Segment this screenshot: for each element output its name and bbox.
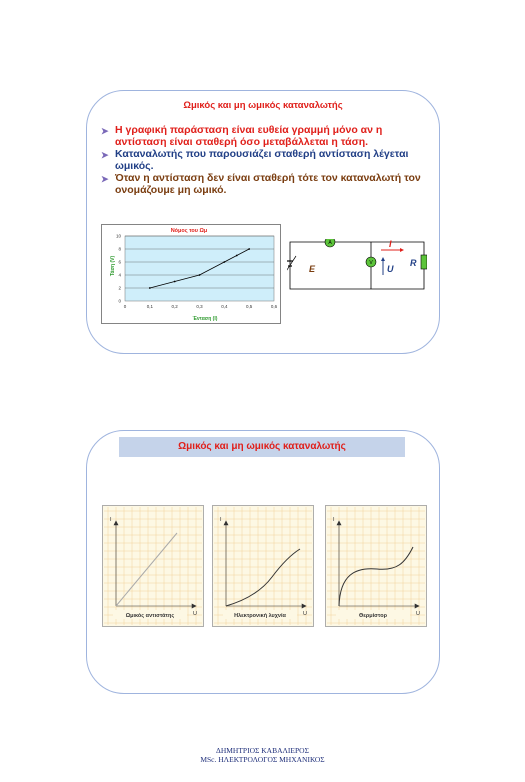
bullet-arrow-icon: ➤ <box>101 126 109 136</box>
bullet-item <box>101 173 431 196</box>
emf-label: E <box>309 264 316 274</box>
slide-ohmic-definition <box>86 90 440 354</box>
ohm-law-chart <box>101 224 281 324</box>
current-label: I <box>389 239 392 249</box>
graph-ohmic-resistor <box>102 505 204 627</box>
slide-title-banner <box>119 437 405 457</box>
x-tick-label: 0,2 <box>171 304 178 309</box>
data-point <box>199 274 201 276</box>
resistor-label: R <box>410 258 417 268</box>
variable-source-icon <box>287 256 296 273</box>
y-tick-label: 6 <box>118 259 121 265</box>
graph-thermistor <box>325 505 427 627</box>
y-tick-label: 8 <box>118 246 121 252</box>
slide-title: Ωμικός και μη ωμικός καταναλωτής <box>183 100 343 111</box>
data-point <box>236 255 238 257</box>
footer-author-name: ΔΗΜΗΤΡΙΟΣ ΚΑΒΑΛΙΕΡΟΣ <box>216 746 309 755</box>
voltmeter-label: V <box>369 260 373 266</box>
bullet-item <box>101 149 431 172</box>
x-tick-label: 0,1 <box>146 304 153 309</box>
x-axis-label: Ένταση (I) <box>192 316 218 322</box>
bullet-arrow-icon: ➤ <box>101 174 109 184</box>
y-tick-label: 4 <box>118 272 121 278</box>
graph-caption: Θερμίστορ <box>358 613 388 619</box>
graph-caption: Ηλεκτρονική λυχνία <box>234 613 286 619</box>
bullet-item <box>101 125 431 148</box>
x-tick-label: 0 <box>123 304 127 309</box>
y-axis-label: Τάση (V) <box>110 255 116 277</box>
graph-y-axis-label: I <box>333 517 335 523</box>
footer-author-title: MSc. ΗΛΕΚΤΡΟΛΟΓΟΣ ΜΗΧΑΝΙΚΟΣ <box>200 755 325 764</box>
plot-area <box>125 236 274 301</box>
x-tick-label: 0,5 <box>246 304 253 309</box>
circuit-diagram <box>287 239 427 294</box>
bullet-arrow-icon: ➤ <box>101 150 109 160</box>
bullet-text: Η γραφική παράσταση είναι ευθεία γραμμή μόνο αν η αντίσταση είναι σταθερή όσο μεταβάλλεται η τάση. <box>115 124 383 148</box>
data-point <box>248 248 250 250</box>
data-point <box>174 281 176 283</box>
current-arrow-icon <box>381 248 404 252</box>
voltage-label: U <box>387 264 394 274</box>
slide-iv-characteristics <box>86 430 440 694</box>
bullet-text: Καταναλωτής που παρουσιάζει σταθερή αντίσταση λέγεται ωμικός. <box>115 148 409 172</box>
x-tick-label: 0,6 <box>270 304 278 309</box>
slide-title: Ωμικός και μη ωμικός καταναλωτής <box>178 441 346 452</box>
data-point <box>149 287 151 289</box>
graph-x-axis-label: U <box>193 611 197 617</box>
x-tick-label: 0,4 <box>221 304 228 309</box>
graph-caption: Ωμικός αντιστάτης <box>125 613 175 619</box>
resistor-icon <box>421 255 427 269</box>
bullet-list <box>101 125 431 197</box>
graph-x-axis-label: U <box>303 611 307 617</box>
voltage-arrow-icon <box>381 257 385 275</box>
y-tick-label: 0 <box>118 298 121 304</box>
y-tick-label: 10 <box>115 233 121 239</box>
y-tick-label: 2 <box>118 285 121 291</box>
chart-title: Νόμος του Ωμ <box>170 228 208 234</box>
data-point <box>223 261 225 263</box>
ammeter-label: A <box>328 240 332 246</box>
graph-y-axis-label: I <box>110 517 112 523</box>
graph-vacuum-tube <box>212 505 314 627</box>
x-tick-label: 0,3 <box>196 304 203 309</box>
graph-y-axis-label: I <box>220 517 222 523</box>
graph-x-axis-label: U <box>416 611 420 617</box>
bullet-text: Όταν η αντίσταση δεν είναι σταθερή τότε τον καταναλωτή τον ονομάζουμε μη ωμικό. <box>115 172 421 196</box>
